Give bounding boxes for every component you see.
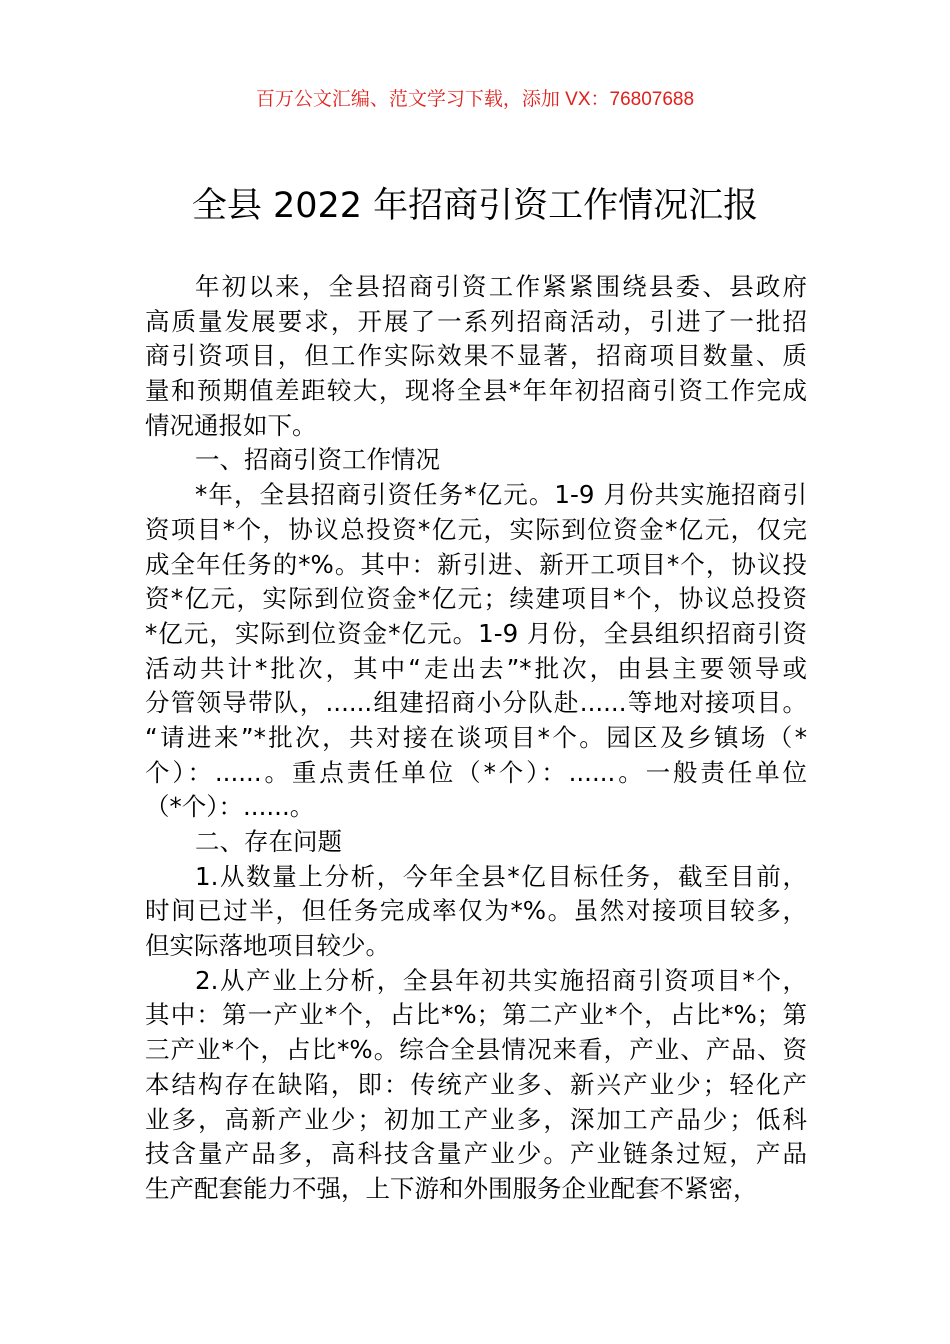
text-line: 1.从数量上分析，今年全县*亿目标任务，截至目前， (195, 861, 807, 891)
text-line: 本结构存在缺陷，即：传统产业多、新兴产业少；轻化产 (145, 1069, 807, 1099)
text-line: 成全年任务的*%。其中：新引进、新开工项目*个，协议投 (145, 549, 807, 579)
text-line: 生产配套能力不强，上下游和外围服务企业配套不紧密， (145, 1173, 758, 1203)
text-line: 业多，高新产业少；初加工产业多，深加工产品少；低科 (145, 1104, 807, 1134)
text-line: 情况通报如下。 (145, 410, 317, 440)
text-line: （*个）：......。 (145, 792, 315, 822)
paragraph (145, 478, 807, 825)
section-heading (145, 825, 807, 860)
text-line: *年，全县招商引资任务*亿元。1-9 月份共实施招商引 (195, 480, 807, 510)
text-line: “请进来”*批次，共对接在谈项目*个。园区及乡镇场（* (145, 722, 807, 752)
text-line: 商引资项目，但工作实际效果不显著，招商项目数量、质 (145, 341, 807, 371)
text-line: 三产业*个，占比*%。综合全县情况来看，产业、产品、资 (145, 1035, 807, 1065)
text-line: 量和预期值差距较大，现将全县*年年初招商引资工作完成 (145, 376, 807, 406)
paragraph (145, 270, 807, 443)
paragraph (145, 964, 807, 1207)
document-title: 全县 2022 年招商引资工作情况汇报 (191, 186, 759, 226)
section-heading (145, 443, 807, 478)
text-line: 高质量发展要求，开展了一系列招商活动，引进了一批招 (145, 306, 807, 336)
watermark-banner: 百万公文汇编、范文学习下载，添加 VX：76807688 (255, 89, 695, 110)
text-line: 其中：第一产业*个，占比*%；第二产业*个，占比*%；第 (145, 1000, 807, 1030)
text-line: 资项目*个，协议总投资*亿元，实际到位资金*亿元，仅完 (145, 514, 807, 544)
text-line: 二、存在问题 (195, 827, 342, 856)
paragraph (145, 860, 807, 964)
text-line: 分管领导带队，......组建招商小分队赴......等地对接项目。 (145, 688, 807, 718)
text-line: 2.从产业上分析，全县年初共实施招商引资项目*个， (195, 965, 807, 995)
text-line: 但实际落地项目较少。 (145, 931, 390, 961)
text-line: 年初以来，全县招商引资工作紧紧围绕县委、县政府 (195, 272, 807, 301)
text-line: 时间已过半，但任务完成率仅为*%。虽然对接项目较多， (145, 896, 807, 926)
document-body (145, 270, 807, 1207)
text-line: 技含量产品多，高科技含量产业少。产业链条过短，产品 (145, 1139, 807, 1169)
text-line: 活动共计*批次，其中“走出去”*批次，由县主要领导或 (145, 653, 807, 683)
text-line: 一、招商引资工作情况 (195, 445, 440, 475)
text-line: *亿元，实际到位资金*亿元。1-9 月份，全县组织招商引资 (145, 618, 807, 648)
text-line: 资*亿元，实际到位资金*亿元；续建项目*个，协议总投资 (145, 584, 807, 614)
text-line: 个）：......。重点责任单位（*个）：......。一般责任单位 (145, 757, 807, 787)
